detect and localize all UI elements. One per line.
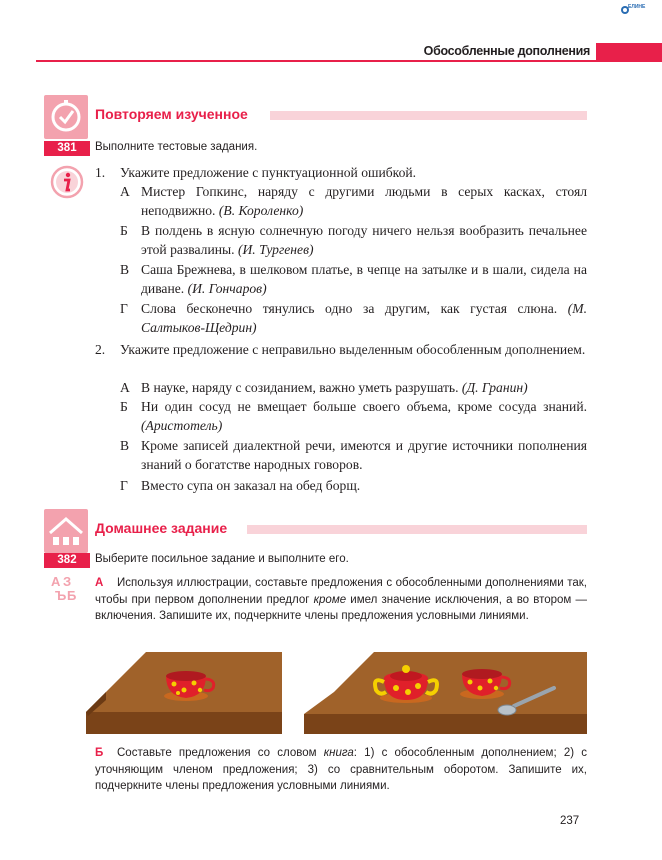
task-a-text-before: Используя иллюстрации, составьте предложения с обособленными дополнениями так, чтобы при первом дополнении предлог (95, 577, 587, 606)
q1-option-b-author: (И. Тургенев) (237, 242, 314, 257)
task-b-text-after: : 1) с обособленным дополнением; 2) с уточняющим членом предложения; 3) со сравнительным оборотом. Запишите их, подчеркните члены предложения условными линиями. (95, 747, 587, 792)
question-2-number: 2. (95, 342, 106, 357)
task-b (95, 745, 587, 795)
house-icon (44, 509, 88, 553)
exercise-382-instruction: Выберите посильное задание и выполните его. (95, 553, 349, 565)
svg-text:А: А (51, 574, 61, 589)
q1-option-c-author: (И. Гончаров) (187, 281, 267, 296)
q2-option-c-letter: В (120, 438, 130, 453)
page-number: 237 (560, 815, 580, 827)
q2-option-b-author: (Аристотель) (141, 418, 223, 433)
q2-option-a-text: В науке, наряду с созиданием, важно уметь разрушать. (141, 380, 459, 395)
q2-option-a-author: (Д. Гранин) (461, 380, 528, 395)
abc-letters-icon (50, 573, 80, 603)
running-header-title: Обособленные дополнения (423, 44, 590, 58)
homework-section-title: Домашнее задание (95, 520, 228, 536)
q2-option-b (141, 397, 587, 435)
task-a-letter: А (95, 577, 104, 589)
q1-option-a (141, 182, 587, 220)
q1-option-b-text: В полдень в ясную солнечную погоду ничего нельзя вообразить печальнее этой развалины. (141, 223, 587, 257)
task-a (95, 575, 587, 625)
question-1-text: Укажите предложение с пунктуационной ошибкой. (120, 165, 417, 180)
task-a-text-after: имел значение исключения, а во втором — включения. Запишите их, подчеркните члены предложения условными линиями. (95, 593, 587, 622)
q2-option-c (141, 436, 587, 474)
q2-option-b-text: Ни один сосуд не вмещает больше своего объема, кроме сосуда знаний. (141, 399, 587, 414)
task-b-letter: Б (95, 747, 104, 759)
q2-option-b-letter: Б (120, 399, 128, 414)
task-a-emphasis: кроме (313, 593, 347, 606)
task-b-text-before: Составьте предложения со словом (117, 747, 324, 759)
q1-option-d-letter: Г (120, 301, 128, 316)
table-with-tea-set-illustration (304, 652, 587, 734)
question-1-number: 1. (95, 165, 106, 180)
q2-option-d (141, 476, 587, 495)
svg-text:Ъ: Ъ (55, 588, 67, 603)
info-icon (50, 165, 84, 199)
q1-option-d (141, 299, 587, 337)
q1-option-a-text: Мистер Гопкинс, наряду с другими людьми в серых касках, стоял неподвижно. (141, 184, 587, 218)
q1-option-c (141, 260, 587, 298)
exercise-381-instruction: Выполните тестовые задания. (95, 141, 258, 153)
running-header-block (596, 43, 662, 62)
q2-option-a-letter: А (120, 380, 130, 395)
running-header-line (36, 60, 596, 62)
review-section-bar (270, 111, 587, 120)
review-section-title: Повторяем изученное (95, 106, 248, 122)
q1-option-a-author: (В. Короленко) (218, 203, 304, 218)
q1-option-c-letter: В (120, 262, 130, 277)
svg-text:Б: Б (67, 588, 77, 603)
q1-option-a-letter: А (120, 184, 130, 199)
q1-option-d-author: (М. Салтыков-Щедрин) (141, 301, 587, 335)
task-b-emphasis: книга (323, 747, 354, 759)
q1-option-b-letter: Б (120, 223, 128, 238)
homework-section-bar (247, 525, 587, 534)
q1-option-d-text: Слова бесконечно тянулись одно за другим, как густая слюна. (141, 301, 558, 316)
svg-text:З: З (63, 574, 72, 589)
q1-option-b (141, 221, 587, 259)
q1-option-c-text: Саша Брежнева, в шелковом платье, в чепце на затылке и в шали, сидела на диване. (141, 262, 587, 296)
q2-option-c-text: Кроме записей диалектной речи, имеются и другие источники пополнения знаний о богатстве народных говоров. (141, 438, 587, 472)
q2-option-a (141, 378, 587, 397)
exercise-381-number: 381 (44, 141, 90, 156)
question-2-text: Укажите предложение с неправильно выделенным обособленным дополнением. (120, 342, 586, 357)
exercise-382-number: 382 (44, 553, 90, 568)
q2-option-d-letter: Г (120, 478, 128, 493)
table-with-cup-illustration (86, 652, 282, 734)
clock-check-icon (44, 95, 88, 139)
publisher-logo-text: ЕЛИНЕ (628, 4, 646, 10)
q2-option-d-text: Вместо супа он заказал на обед борщ. (141, 478, 361, 493)
